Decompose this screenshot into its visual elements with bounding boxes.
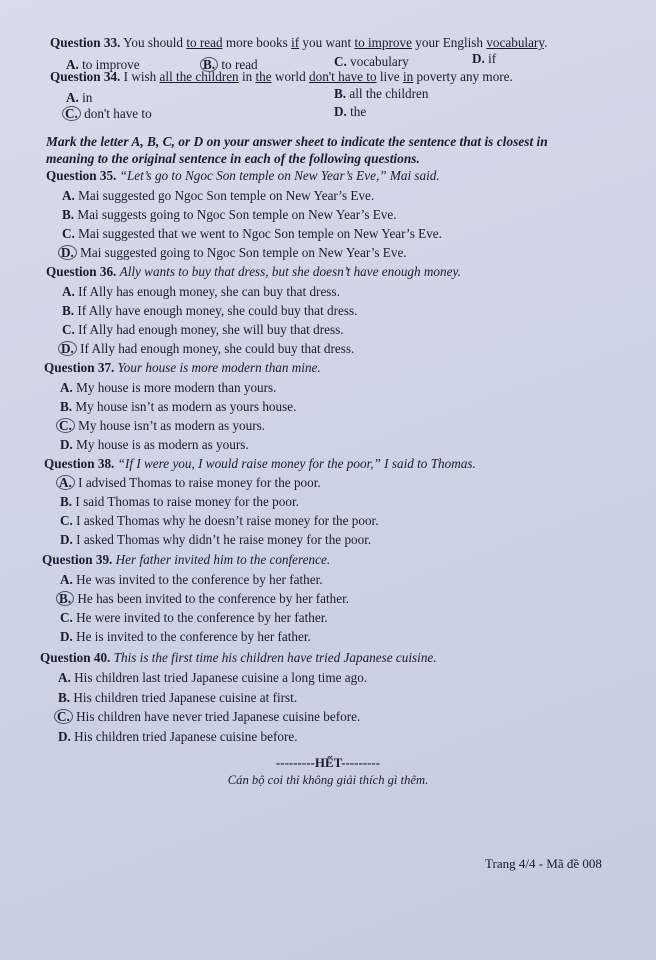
q34-text: in — [238, 69, 256, 84]
question-label: Question 33. — [50, 35, 121, 50]
section-instruction-line2: meaning to the original sentence in each of the following questions. — [46, 151, 420, 166]
q36-option-a[interactable] — [62, 284, 340, 300]
q37-option-a[interactable] — [60, 380, 276, 396]
option-letter: A. — [60, 572, 73, 587]
option-letter: A. — [62, 284, 75, 299]
q33-text: you want — [299, 35, 355, 50]
option-letter: A. — [66, 90, 79, 105]
option-text: don't have to — [84, 106, 152, 121]
q37-option-b[interactable] — [60, 399, 296, 415]
option-text: I said Thomas to raise money for the poor. — [75, 494, 299, 509]
q36-option-d[interactable] — [62, 341, 354, 357]
page-footer: Trang 4/4 - Mã đề 008 — [485, 856, 602, 871]
option-letter: C. — [62, 226, 75, 241]
option-text: He were invited to the conference by her father. — [76, 610, 328, 625]
question-stem: This is the first time his children have tried Japanese cuisine. — [113, 650, 437, 665]
q33-option-d[interactable] — [472, 51, 496, 67]
option-text: If Ally has enough money, she can buy that dress. — [78, 284, 340, 299]
option-letter: D. — [60, 532, 73, 547]
option-text: all the children — [349, 86, 429, 101]
question-stem: Ally wants to buy that dress, but she doesn’t have enough money. — [119, 264, 461, 279]
q34-option-d[interactable] — [334, 104, 366, 120]
option-letter: B. — [60, 399, 73, 414]
option-text: My house isn’t as modern as yours. — [78, 418, 266, 433]
option-text: Mai suggested going to Ngoc Son temple on New Year’s Eve. — [80, 245, 407, 260]
question-label: Question 38. — [44, 456, 115, 471]
option-text: in — [82, 90, 93, 105]
q39-option-d[interactable] — [60, 629, 311, 645]
question-label: Question 36. — [46, 264, 117, 279]
option-text: If Ally had enough money, she could buy that dress. — [80, 341, 355, 356]
option-text: I advised Thomas to raise money for the poor. — [78, 475, 321, 490]
question-label: Question 34. — [50, 69, 121, 84]
option-letter: D. — [58, 729, 71, 744]
q34-underlined: in — [402, 69, 414, 84]
q34-text: world — [271, 69, 309, 84]
q33-text: your English — [411, 35, 487, 50]
q35-option-a[interactable] — [62, 188, 374, 204]
q39-option-c[interactable] — [60, 610, 328, 626]
option-text: He has been invited to the conference by her father. — [77, 591, 350, 606]
question-34 — [50, 69, 513, 85]
end-marker: ---------HẾT--------- — [275, 755, 381, 770]
q35-option-c[interactable] — [62, 226, 442, 242]
question-38 — [44, 456, 476, 472]
q33-option-c[interactable] — [334, 54, 409, 70]
q40-option-a[interactable] — [58, 670, 367, 686]
option-letter: A. — [62, 188, 75, 203]
question-36 — [46, 264, 461, 280]
q33-underlined: if — [291, 35, 300, 50]
question-stem: Your house is more modern than mine. — [117, 360, 321, 375]
option-text: if — [488, 51, 497, 66]
answer-circle: C. — [62, 106, 81, 121]
answer-circle: C. — [56, 418, 75, 433]
option-letter: A. — [58, 670, 71, 685]
answer-circle: D. — [58, 341, 77, 356]
option-text: He was invited to the conference by her father. — [76, 572, 323, 587]
q40-option-d[interactable] — [58, 729, 298, 745]
q38-option-a[interactable] — [60, 475, 321, 491]
question-stem: “If I were you, I would raise money for the poor,” I said to Thomas. — [117, 456, 476, 471]
q39-option-b[interactable] — [60, 591, 349, 607]
q38-option-b[interactable] — [60, 494, 299, 510]
option-letter: B. — [62, 303, 75, 318]
option-text: I asked Thomas why he doesn’t raise money for the poor. — [76, 513, 379, 528]
q34-text: I wish — [123, 69, 160, 84]
question-label: Question 35. — [46, 168, 117, 183]
q38-option-d[interactable] — [60, 532, 371, 548]
question-39 — [42, 552, 330, 568]
answer-circle: B. — [200, 57, 218, 72]
q33-underlined: to read — [186, 35, 223, 50]
question-label: Question 37. — [44, 360, 115, 375]
q40-option-c[interactable] — [58, 709, 360, 725]
q35-option-d[interactable] — [62, 245, 407, 261]
option-text: If Ally have enough money, she could buy that dress. — [77, 303, 358, 318]
option-letter: D. — [60, 437, 73, 452]
q34-text: live — [376, 69, 403, 84]
end-note: Cán bộ coi thi không giải thích gì thêm. — [227, 773, 429, 787]
option-text: to read — [221, 57, 258, 72]
option-letter: B. — [60, 494, 73, 509]
question-40 — [40, 650, 437, 666]
option-text: the — [350, 104, 367, 119]
q33-text: . — [544, 35, 548, 50]
option-letter: B. — [62, 207, 75, 222]
option-text: Mai suggested that we went to Ngoc Son temple on New Year’s Eve. — [78, 226, 442, 241]
option-text: His children tried Japanese cuisine at first. — [73, 690, 298, 705]
option-letter: D. — [472, 51, 485, 66]
option-text: Mai suggested go Ngoc Son temple on New Year’s Eve. — [78, 188, 375, 203]
q40-option-b[interactable] — [58, 690, 297, 706]
option-text: to improve — [82, 57, 140, 72]
question-stem: “Let’s go to Ngoc Son temple on New Year’s Eve,” Mai said. — [119, 168, 440, 183]
option-text: His children have never tried Japanese cuisine before. — [76, 709, 361, 724]
q33-underlined: vocabulary — [486, 35, 545, 50]
q33-underlined: to improve — [354, 35, 412, 50]
option-text: If Ally had enough money, she will buy that dress. — [78, 322, 344, 337]
q39-option-a[interactable] — [60, 572, 323, 588]
answer-circle: B. — [56, 591, 74, 606]
q38-option-c[interactable] — [60, 513, 379, 529]
q37-option-d[interactable] — [60, 437, 249, 453]
option-letter: D. — [60, 629, 73, 644]
option-letter: D. — [334, 104, 347, 119]
question-label: Question 39. — [42, 552, 113, 567]
question-35 — [46, 168, 440, 184]
q34-option-b[interactable] — [334, 86, 428, 102]
option-text: My house is as modern as yours. — [76, 437, 249, 452]
q34-underlined: the — [255, 69, 272, 84]
question-stem: Her father invited him to the conference. — [115, 552, 331, 567]
question-37 — [44, 360, 321, 376]
q34-option-c[interactable] — [66, 106, 152, 122]
option-text: vocabulary — [350, 54, 409, 69]
option-text: His children last tried Japanese cuisine a long time ago. — [74, 670, 368, 685]
option-letter: C. — [334, 54, 347, 69]
option-text: My house isn’t as modern as yours house. — [75, 399, 297, 414]
option-text: I asked Thomas why didn’t he raise money for the poor. — [76, 532, 372, 547]
option-letter: C. — [60, 513, 73, 528]
q37-option-c[interactable] — [60, 418, 265, 434]
q36-option-b[interactable] — [62, 303, 357, 319]
answer-circle: C. — [54, 709, 73, 724]
question-label: Question 40. — [40, 650, 111, 665]
section-instruction-line1: Mark the letter A, B, C, or D on your answer sheet to indicate the sentence that is closest in — [46, 134, 548, 149]
option-text: Mai suggests going to Ngoc Son temple on New Year’s Eve. — [77, 207, 397, 222]
q33-text: You should — [123, 35, 187, 50]
option-text: My house is more modern than yours. — [76, 380, 277, 395]
option-letter: A. — [66, 57, 79, 72]
option-letter: C. — [60, 610, 73, 625]
q34-underlined: don't have to — [309, 69, 377, 84]
option-text: His children tried Japanese cuisine before. — [74, 729, 298, 744]
q34-option-a[interactable] — [66, 90, 92, 106]
option-letter: A. — [60, 380, 73, 395]
option-text: He is invited to the conference by her father. — [76, 629, 311, 644]
question-33 — [50, 35, 547, 51]
q36-option-c[interactable] — [62, 322, 344, 338]
option-letter: B. — [58, 690, 71, 705]
answer-circle: A. — [56, 475, 75, 490]
answer-circle: D. — [58, 245, 77, 260]
option-letter: C. — [62, 322, 75, 337]
q34-underlined: all the children — [159, 69, 239, 84]
option-letter: B. — [334, 86, 347, 101]
q33-text: more books — [222, 35, 292, 50]
q34-text: poverty any more. — [413, 69, 513, 84]
q35-option-b[interactable] — [62, 207, 397, 223]
